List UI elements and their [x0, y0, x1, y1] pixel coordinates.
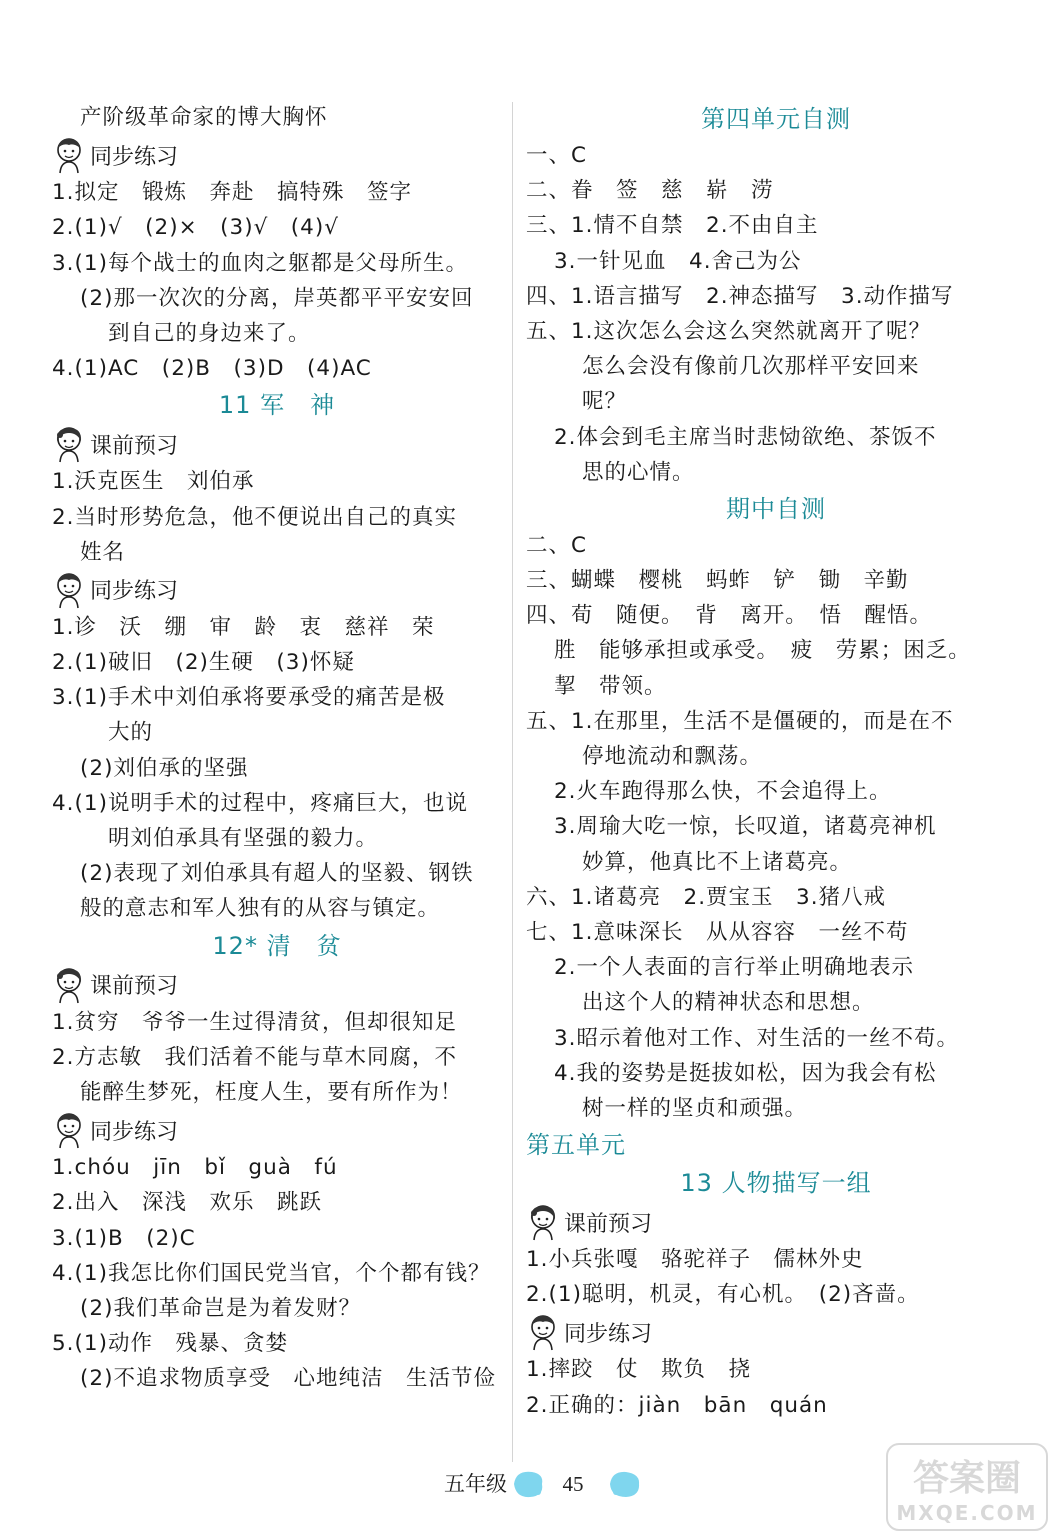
answer-line: (2)那一次次的分离，岸英都平平安安回	[80, 285, 474, 311]
answer-line: 二、眷 签 慈 崭 涝	[526, 178, 774, 204]
answer-line: 能醉生梦死，枉度人生，要有所作为！	[80, 1079, 463, 1105]
left-column	[52, 100, 502, 1396]
answer-line: 2.正确的：jiàn bān quán	[526, 1392, 828, 1418]
section-sync-practice	[52, 135, 502, 175]
answer-line: 4.(1)AC (2)B (3)D (4)AC	[52, 356, 372, 382]
column-divider	[512, 102, 513, 1462]
svg-text:答案圈: 答案圈	[912, 1458, 1022, 1499]
answer-line: 姓名	[80, 539, 126, 565]
grade-label: 五年级	[444, 1472, 507, 1496]
answer-line: 3.(1)B (2)C	[52, 1225, 196, 1251]
answer-line: 大的	[108, 720, 154, 746]
answer-line: 3.(1)每个战士的血肉之躯都是父母所生。	[52, 250, 468, 276]
answer-line: 四、1.语言描写 2.神态描写 3.动作描写	[526, 283, 954, 309]
answer-line: 2.方志敏 我们活着不能与草木同腐，不	[52, 1044, 458, 1070]
answer-line: 4.(1)说明手术的过程中，疼痛巨大，也说	[52, 790, 468, 816]
section-sync-practice	[52, 570, 502, 610]
section-sync-practice	[52, 1110, 502, 1150]
answer-line: 2.(1)破旧 (2)生硬 (3)怀疑	[52, 650, 355, 676]
answer-line: 明刘伯承具有坚强的毅力。	[108, 826, 379, 851]
answer-line: 树一样的坚贞和顽强。	[582, 1095, 808, 1121]
watermark-logo	[883, 1440, 1051, 1534]
answer-line: 2.火车跑得那么快，不会追得上。	[554, 779, 892, 805]
answer-line: 五、1.这次怎么会这么突然就离开了呢？	[526, 318, 932, 344]
kid-boy-icon	[52, 571, 86, 609]
answer-line: 3.(1)手术中刘伯承将要承受的痛苦是极	[52, 685, 446, 711]
answer-line: 胜 能够承担或承受。 疲 劳累；困乏。	[554, 638, 971, 664]
answer-line: 呢？	[582, 389, 628, 415]
answer-line: 般的意志和军人独有的从容与镇定。	[80, 896, 441, 922]
answer-line: 五、1.在那里，生活不是僵硬的，而是在不	[526, 708, 954, 734]
answer-line: 出这个人的精神状态和思想。	[582, 990, 875, 1016]
svg-text:MXQE.COM: MXQE.COM	[896, 1501, 1038, 1525]
answer-line: 2.体会到毛主席当时悲恸欲绝、茶饭不	[554, 424, 937, 450]
lesson-title: 13 人物描写一组	[680, 1169, 872, 1198]
kid-boy-icon	[52, 136, 86, 174]
section-preview	[526, 1202, 1026, 1242]
answer-line: 4.(1)我怎比你们国民党当官，个个都有钱？	[52, 1260, 491, 1286]
answer-line: 妙算，他真比不上诸葛亮。	[582, 849, 853, 875]
answer-line: 一、C	[526, 143, 588, 168]
kid-girl-icon	[52, 425, 86, 463]
answer-line: 思的心情。	[582, 459, 695, 485]
section-label: 同步练习	[90, 1119, 179, 1145]
answer-line: 1.chóu jīn bǐ guà fú	[52, 1155, 338, 1181]
answer-line: 怎么会没有像前几次那样平安回来	[582, 354, 920, 380]
page-number: 45	[562, 1472, 584, 1496]
test-title: 第四单元自测	[701, 105, 851, 133]
answer-line: 四、荀 随便。 背 离开。 悟 醒悟。	[526, 603, 933, 629]
answer-line: (2)刘伯承的坚强	[80, 755, 249, 781]
answer-line: 三、1.情不自禁 2.不由自主	[526, 213, 819, 239]
answer-line: 二、C	[526, 532, 588, 558]
section-label: 课前预习	[90, 974, 179, 1000]
answer-line: 到自己的身边来了。	[108, 320, 311, 346]
answer-line: 2.当时形势危急，他不便说出自己的真实	[52, 504, 458, 530]
answer-line: 1.沃克医生 刘伯承	[52, 469, 255, 495]
answer-line: 3.周瑜大吃一惊，长叹道，诸葛亮神机	[554, 814, 937, 840]
section-label: 课前预习	[564, 1211, 653, 1237]
answer-line: 4.我的姿势是挺拔如松，因为我会有松	[554, 1060, 937, 1086]
lesson-title: 12* 清 贫	[212, 931, 342, 960]
kid-boy-icon	[526, 1313, 560, 1351]
answer-line: 3.一针见血 4.舍己为公	[554, 248, 802, 274]
answer-line: 1.小兵张嘎 骆驼祥子 儒林外史	[526, 1247, 864, 1273]
kid-girl-icon	[52, 966, 86, 1004]
section-label: 同步练习	[564, 1321, 653, 1347]
answer-line: (2)我们革命岂是为着发财？	[80, 1295, 361, 1321]
answer-line: 2.(1)聪明，机灵，有心机。 (2)吝啬。	[526, 1282, 920, 1308]
answer-line: 停地流动和飘荡。	[582, 744, 763, 769]
answer-line: 1.摔跤 仗 欺负 挠	[526, 1357, 752, 1383]
answer-line: 2.出入 深浅 欢乐 跳跃	[52, 1190, 323, 1216]
answer-line: 2.一个人表面的言行举止明确地表示	[554, 955, 915, 981]
kid-boy-icon	[52, 1111, 86, 1149]
answer-line: 产阶级革命家的博大胸怀	[80, 105, 328, 130]
answer-line: 1.诊 沃 绷 审 龄 衷 慈祥 荣	[52, 614, 435, 640]
section-preview	[52, 965, 502, 1005]
answer-line: 1.贫穷 爷爷一生过得清贫，但却很知足	[52, 1009, 458, 1035]
answer-line: 七、1.意味深长 从从容容 一丝不苟	[526, 919, 909, 945]
answer-line: 2.(1)√ (2)× (3)√ (4)√	[52, 215, 339, 241]
section-label: 同步练习	[90, 144, 179, 170]
answer-line: (2)不追求物质享受 心地纯洁 生活节俭	[80, 1366, 496, 1392]
right-column	[526, 100, 1026, 1423]
answer-line: 5.(1)动作 残暴、贪婪	[52, 1331, 288, 1357]
answer-line: 3.昭示着他对工作、对生活的一丝不苟。	[554, 1025, 960, 1051]
answer-line: 三、蝴蝶 樱桃 蚂蚱 铲 锄 辛勤	[526, 568, 909, 594]
section-label: 同步练习	[90, 579, 179, 605]
section-sync-practice	[526, 1312, 1026, 1352]
lesson-title: 11 军 神	[218, 391, 336, 420]
test-title: 期中自测	[726, 494, 826, 523]
answer-line: (2)表现了刘伯承具有超人的坚毅、钢铁	[80, 861, 474, 887]
kid-girl-icon	[526, 1203, 560, 1241]
section-preview	[52, 424, 502, 464]
answer-line: 挈 带领。	[554, 673, 667, 699]
answer-line: 1.拟定 锻炼 奔赴 搞特殊 签字	[52, 180, 413, 206]
answer-line: 六、1.诸葛亮 2.贾宝玉 3.猪八戒	[526, 884, 887, 910]
unit-title: 第五单元	[526, 1131, 626, 1160]
section-label: 课前预习	[90, 433, 179, 459]
